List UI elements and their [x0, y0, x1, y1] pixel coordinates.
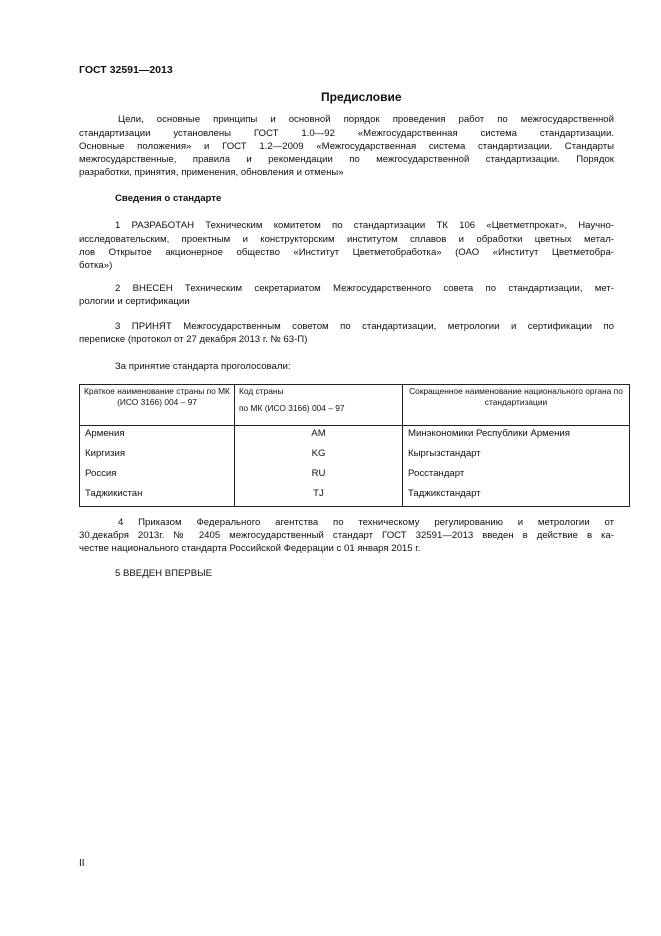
item-2-line: рологии и сертификации [79, 296, 190, 307]
cell-country: Армения [80, 426, 235, 447]
section-title-foreword: Предисловие [321, 90, 402, 104]
cell-body: Минэкономики Республики Армения [403, 426, 630, 447]
cell-code: TJ [235, 486, 403, 507]
voting-label: За принятие стандарта проголосовали: [115, 361, 291, 372]
column-header-code-line2: по МК (ИСО 3166) 004 – 97 [239, 403, 345, 413]
item-5-text: 5 ВВЕДЕН ВПЕРВЫЕ [115, 568, 213, 579]
item-3-line: переписке (протокол от 27 декабря 2013 г. № 63-П) [79, 334, 308, 345]
intro-line: межгосударственные, правила и рекомендации по межгосударственной стандартизации. Порядок [79, 154, 614, 165]
cell-country: Киргизия [80, 446, 235, 466]
page-number: II [79, 858, 85, 869]
voting-table [79, 384, 630, 507]
item-1-line: лов Открытое акционерное общество «Институт Цветметобработка» (ОАО «Институт Цветметобра- [79, 247, 614, 258]
intro-line: стандартизации установлены ГОСТ 1.0—92 «Межгосударственная система стандартизации. [79, 128, 614, 139]
table-header-row [80, 385, 630, 426]
item-1-line: ботка») [79, 260, 113, 271]
cell-code: KG [235, 446, 403, 466]
item-1-line: 1 РАЗРАБОТАН Техническим комитетом по стандартизации ТК 106 «Цветметпрокат», Научно- [115, 220, 614, 231]
table-row [80, 426, 630, 447]
table-row [80, 486, 630, 507]
section-subtitle-standard-info: Сведения о стандарте [115, 193, 222, 204]
item-4-line: честве национального стандарта Российской Федерации с 01 января 2015 г. [79, 543, 421, 554]
column-header-country: Краткое наименование страны по МК (ИСО 3166) 004 – 97 [80, 385, 235, 426]
cell-body: Таджикстандарт [403, 486, 630, 507]
document-header-id: ГОСТ 32591—2013 [79, 64, 173, 76]
cell-country: Россия [80, 466, 235, 486]
item-4-line: 30.декабря 2013г. № 2405 межгосударственный стандарт ГОСТ 32591—2013 введен в действие в ка- [79, 530, 614, 541]
item-1-line: исследовательским, проектным и конструкторским институтом сплавов и обработки цветных метал- [79, 234, 614, 245]
intro-line: разработки, принятия, применения, обновления и отмены» [79, 167, 344, 178]
cell-code: AM [235, 426, 403, 447]
table-row [80, 446, 630, 466]
column-header-code [235, 385, 403, 426]
column-header-code-line1: Код страны [239, 386, 284, 396]
cell-body: Кыргызстандарт [403, 446, 630, 466]
item-4-line: 4 Приказом Федерального агентства по техническому регулированию и метрологии от [118, 517, 614, 528]
item-3-line: 3 ПРИНЯТ Межгосударственным советом по стандартизации, метрологии и сертификации по [115, 321, 614, 332]
cell-body: Росстандарт [403, 466, 630, 486]
cell-country: Таджикистан [80, 486, 235, 507]
intro-line: Цели, основные принципы и основной порядок проведения работ по межгосударственной [118, 114, 614, 125]
cell-code: RU [235, 466, 403, 486]
column-header-body: Сокращенное наименование национального органа по стандартизации [403, 385, 630, 426]
intro-line: Основные положения» и ГОСТ 1.2—2009 «Межгосударственная система стандартизации. Стандарты [79, 141, 614, 152]
item-2-line: 2 ВНЕСЕН Техническим секретариатом Межгосударственного совета по стандартизации, мет- [115, 283, 614, 294]
table-row [80, 466, 630, 486]
